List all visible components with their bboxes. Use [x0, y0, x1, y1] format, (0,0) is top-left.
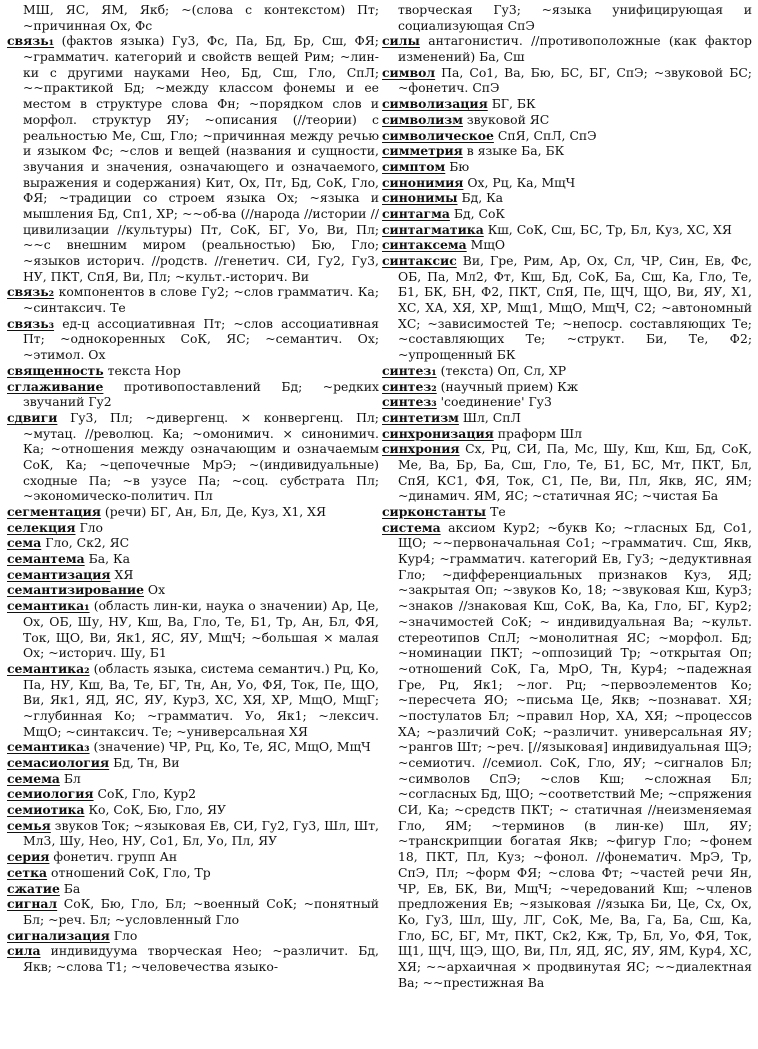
- entry-references: в языке Ба, БК: [466, 143, 565, 159]
- entry-references: (область лин-ки, наука о значении) Ар, Це, Ох, ОБ, Шу, НУ, Кш, Ва, Гло, Те, Б1, Тр, Ан, Бл, ФЯ, Ток, ЩО, Ви, Як1, ЯС, ЯУ, МщЧ; ~большая × малая Ох; ~историч. Шу, Б1: [23, 598, 379, 661]
- entry-references: (речи) БГ, Ан, Бл, Де, Куз, Х1, ХЯ: [104, 504, 326, 519]
- headword: синтаксис: [382, 253, 457, 268]
- index-entry: [382, 410, 752, 426]
- headword: связь₁: [7, 33, 55, 49]
- index-entry: [7, 504, 379, 520]
- index-entry: [7, 598, 379, 661]
- entry-references: текста Нор: [107, 362, 181, 378]
- headword: сигнал: [7, 896, 58, 912]
- entry-references: (текста) Оп, Сл, ХР: [440, 362, 567, 378]
- entry-references: Гло: [79, 519, 103, 535]
- entry-references: Бд, Ка: [461, 190, 504, 206]
- headword: синтез₃: [382, 394, 437, 410]
- headword: симптом: [382, 158, 446, 174]
- entry-references: СоК, Бю, Гло, Бл; ~военный СоК; ~понятный Бл; ~реч. Бл; ~условленный Гло: [23, 896, 379, 927]
- index-entry: [7, 881, 379, 897]
- index-entry: [382, 237, 752, 253]
- headword: силы: [382, 33, 420, 49]
- headword: синтагма: [382, 205, 450, 221]
- entry-references: (фактов языка) Гу3, Фс, Па, Бд, Бр, Сш, ФЯ; ~грамматич. категорий и свойств вещей Рим; ~лин-ки с другими науками Нео, Бд, Сш, Гло, СпЛ; ~~практикой Бд; ~между классом фонемы и ее местом в структуре слова Фн; ~порядком слов и морфол. структур ЯУ; ~описания (//теории) с реальностью Ме, Сш, Гло; ~причинная между речью и языком Фс; ~слов и вещей (названия и сущности, звучания и значения, означающего и означаемого, выражения и содержания) Кит, Ох, Пт, Бд, СоК, Гло, ФЯ; ~традиции со строем языка Ох; ~языка и мышления Бд, Сп1, ХР; ~~об-ва (//народа //истории //цивилизации //культуры) Пт, СоК, БГ, Уо, Ви, Пл; ~~с внешним миром (реальностью) Бю, Гло; ~языков историч. //родств. //генетич. СИ, Гу2, Гу3, НУ, ПКТ, СпЯ, Ви, Пл; ~культ.-историч. Ви: [23, 33, 379, 284]
- entry-references: СпЯ, СпЛ, СпЭ: [497, 127, 597, 143]
- entry-references: Бл: [63, 770, 81, 786]
- index-entry: [7, 567, 379, 583]
- entry-references: Ко, СоК, Бю, Гло, ЯУ: [88, 802, 226, 818]
- index-entry: [382, 253, 752, 363]
- entry-references: Кш, СоК, Сш, БС, Тр, Бл, Куз, ХС, ХЯ: [487, 221, 732, 237]
- headword: семья: [7, 817, 51, 833]
- entry-references: компонентов в слове Гу2; ~слов грамматич. Ка; ~синтаксич. Те: [23, 284, 379, 316]
- entry-references: Бю: [449, 158, 470, 174]
- entry-references: Ба: [63, 880, 81, 896]
- entry-references: антагонистич. //противоположные (как фактор изменений) Ба, Сш: [398, 33, 752, 65]
- headword: сегментация: [7, 504, 101, 519]
- index-entry: [7, 755, 379, 771]
- entry-references: МШ, ЯС, ЯМ, Якб; ~(слова с контекстом) Пт; ~причинная Ох, Фс: [23, 2, 379, 33]
- index-entry: [382, 206, 752, 222]
- headword: семантизирование: [7, 582, 144, 598]
- entry-references: Ох, Рц, Ка, МщЧ: [467, 174, 576, 190]
- index-entry: [382, 143, 752, 159]
- index-entry: [7, 849, 379, 865]
- left-column: [7, 2, 379, 1047]
- index-entry: [382, 426, 752, 442]
- headword: синонимия: [382, 174, 464, 190]
- entry-references: Ви, Гре, Рим, Ар, Ох, Сл, ЧР, Син, Ев, Фс, ОБ, Па, Мл2, Фт, Кш, Бд, СоК, Ба, Сш, Ка, Гло, Те, Б1, БК, БН, Ф2, ПКТ, СпЯ, Пе, ЩЧ, ЩО, Ви, ЯУ, Х1, ХС, ХА, ХЯ, ХР, Мщ1, МщО, МщЧ, С2; ~автономный ХС; ~зависимостей Те; ~непоср. составляющих Те; ~составляющих Те; ~структ. Би, Те, Ф2; ~упрощенный БК: [398, 253, 752, 363]
- headword: симметрия: [382, 143, 463, 159]
- headword: сема: [7, 535, 42, 551]
- headword: символизм: [382, 111, 463, 127]
- index-entry: [382, 2, 752, 33]
- index-entry: [7, 928, 379, 944]
- index-entry: [382, 96, 752, 112]
- entry-references: (область языка, система семантич.) Рц, Ко, Па, НУ, Кш, Ва, Те, БГ, Тн, Ан, Уо, ФЯ, Ток, Пе, ЩО, Ви, Як1, ЯД, ЯС, ЯУ, Кур3, ХС, ХЯ, ХР, МщО, МщГ; ~глубинная Ко; ~грамматич. Уо, Як1; ~лексич. МщО; ~синтаксич. Те; ~универсальная ХЯ: [23, 660, 379, 739]
- headword: серия: [7, 849, 50, 865]
- headword: селекция: [7, 519, 76, 535]
- headword: синтетизм: [382, 409, 459, 425]
- index-entry: [7, 818, 379, 849]
- index-entry: [382, 520, 752, 991]
- headword: сглаживание: [7, 378, 104, 394]
- index-entry: [382, 33, 752, 64]
- index-entry: [7, 802, 379, 818]
- entry-references: Гу3, Пл; ~дивергенц. × конвергенц. Пл; ~мутац. //революц. Ка; ~омонимич. × синонимич. Ка; ~отношения между означающим и означаемым СоК, Ка; ~цепочечные МрЭ; ~(индивидуальные) сходные Па; ~в узусе Па; ~соц. субстрата Пл; ~экономическо-политич. Пл: [23, 409, 379, 504]
- headword: символическое: [382, 127, 494, 143]
- index-entry: [382, 394, 752, 410]
- entry-references: праформ Шл: [497, 425, 583, 441]
- headword: синхронизация: [382, 425, 494, 441]
- entry-references: 'соединение' Гу3: [440, 394, 552, 410]
- headword: сдвиги: [7, 409, 58, 425]
- index-entry: [382, 222, 752, 238]
- headword: синонимы: [382, 190, 458, 206]
- entry-references: Ба, Ка: [88, 551, 130, 567]
- entry-references: Бд, Тн, Ви: [113, 755, 180, 770]
- headword: семиология: [7, 786, 94, 802]
- index-entry: [382, 112, 752, 128]
- headword: связь₂: [7, 284, 55, 300]
- index-entry: [7, 316, 379, 363]
- index-entry: [7, 2, 379, 33]
- entry-references: ед-ц ассоциативная Пт; ~слов ассоциативная Пт; ~однокоренных СоК, ЯС; ~семантич. Ох; ~этимол. Ох: [23, 315, 379, 363]
- entry-references: СоК, Гло, Кур2: [97, 786, 197, 802]
- headword: сетка: [7, 864, 48, 880]
- index-entry: [382, 363, 752, 379]
- index-entry: [7, 739, 379, 755]
- index-entry: [7, 551, 379, 567]
- headword: семантика₂: [7, 660, 90, 676]
- headword: синтагматика: [382, 221, 484, 237]
- headword: семема: [7, 770, 60, 786]
- entry-references: Гло: [113, 927, 138, 943]
- index-entry: [382, 379, 752, 395]
- index-entry: [7, 379, 379, 410]
- headword: связь₃: [7, 315, 55, 331]
- headword: сирконстанты: [382, 504, 487, 519]
- entry-references: Ох: [147, 582, 166, 598]
- entry-references: звуков Ток; ~языковая Ев, СИ, Гу2, Гу3, Шл, Шт, Мл3, Шу, Нео, НУ, Со1, Бл, Уо, Пл, ЯУ: [23, 817, 379, 849]
- entry-references: (значение) ЧР, Рц, Ко, Те, ЯС, МщО, МщЧ: [93, 739, 371, 755]
- entry-references: (научный прием) Кж: [440, 378, 579, 394]
- headword: семантема: [7, 551, 85, 567]
- index-entry: [382, 159, 752, 175]
- index-entry: [7, 535, 379, 551]
- entry-references: Па, Со1, Ва, Бю, БС, БГ, СпЭ; ~звуковой БС; ~фонетич. СпЭ: [398, 64, 752, 96]
- headword: семантика₃: [7, 739, 90, 755]
- index-entry: [7, 896, 379, 927]
- index-entry: [382, 128, 752, 144]
- index-entry: [382, 504, 752, 520]
- headword: семантика₁: [7, 598, 90, 614]
- entry-references: ХЯ: [114, 566, 134, 582]
- index-entry: [7, 943, 379, 974]
- headword: синтез₁: [382, 362, 437, 378]
- index-entry: [7, 520, 379, 536]
- entry-references: МщО: [470, 237, 506, 253]
- headword: сила: [7, 943, 41, 959]
- headword: символизация: [382, 96, 488, 112]
- headword: синтез₂: [382, 378, 437, 394]
- right-column: [382, 2, 752, 1047]
- entry-references: творческая Гу3; ~языка унифицирующая и социализующая СпЭ: [398, 2, 752, 33]
- entry-references: фонетич. групп Ан: [53, 849, 178, 865]
- entry-references: Бд, СоК: [453, 205, 506, 221]
- index-entry: [7, 410, 379, 504]
- entry-references: аксиом Кур2; ~букв Ко; ~гласных Бд, Со1, ЩО; ~~первоначальная Со1; ~грамматич. Сш, Якв, Кур4; ~грамматич. категорий Ев, Гу3; ~дедуктивная Гло; ~дифференциальных признаков Куз, ЯД; ~закрытая Оп; ~звуков Ко, 18; ~звуковая Кш, Кур3; ~знаков //знаковая Кш, СоК, Ва, Ка, Гло, БГ, Кур2; ~значимостей СоК; ~ индивидуальная Ва; ~культ. стереотипов СпЛ; ~монолитная ЯС; ~морфол. Бд; ~номинации ПКТ; ~оппозиций Тр; ~открытая Оп; ~отношений СоК, Га, МрО, Тн, Кур4; ~падежная Гре, Рц, Як1; ~лог. Рц; ~первоэлементов Ко; ~пересчета ЯО; ~письма Це, Якв; ~познават. ХЯ; ~постулатов Бл; ~правил Нор, ХА, ХЯ; ~процессов ХА; ~различий СоК; ~различит. универсальная ЯУ; ~рангов Шт; ~реч. [//языковая] индивидуальная ЩЭ; ~семиотич. //семиол. СоК, Гло, ЯУ; ~сигналов Бл; ~символов СпЭ; ~слов Кш; ~сложная Бл; ~согласных Бд, ЩО; ~соответствий Ме; ~спряжения СИ, Ка; ~средств ПКТ; ~ статичная //неизменяемая Гло, ЯМ; ~терминов (в лин-ке) Шл, ЯУ; ~транскрипции богатая Якв; ~фигур Гло; ~фонем 18, ПКТ, Пл, Куз; ~фонол. //фонематич. МрЭ, Тр, СпЭ, Пл; ~форм ФЯ; ~слова Фт; ~частей речи Ян, ЧР, Ев, БК, Ви, МщЧ; ~чередований Кш; ~членов предложения Ев; ~языковая //языка Би, Це, Сх, Ох, Ко, Гу3, Шл, Шу, ЛГ, СоК, Ме, Ва, Га, Ба, Сш, Ка, Гло, БС, БГ, Мт, ПКТ, Ск2, Кж, Тр, Бл, Уо, ФЯ, Ток, Щ1, ЩЧ, ЩЭ, ЩО, Ви, Пл, ЯД, ЯС, ЯУ, ЯМ, Кур4, ХС, ХЯ; ~~архаичная × продвинутая ЯС; ~~диалектная Ва; ~~престижная Ва: [398, 519, 752, 990]
- index-entry: [382, 441, 752, 504]
- index-entry: [382, 65, 752, 96]
- index-entry: [382, 190, 752, 206]
- headword: синхрония: [382, 441, 460, 457]
- entry-references: Шл, СпЛ: [462, 409, 521, 425]
- entry-references: противопоставлений Бд; ~редких звучаний Гу2: [23, 378, 379, 410]
- headword: священность: [7, 362, 104, 378]
- headword: система: [382, 519, 441, 535]
- entry-references: Гло, Ск2, ЯС: [45, 535, 130, 551]
- entry-references: отношений СоК, Гло, Тр: [51, 864, 211, 880]
- index-entry: [7, 363, 379, 379]
- headword: сигнализация: [7, 927, 110, 943]
- entry-references: Те: [490, 504, 506, 519]
- index-entry: [7, 284, 379, 315]
- index-entry: [7, 771, 379, 787]
- headword: семасиология: [7, 755, 110, 770]
- entry-references: индивидуума творческая Нео; ~различит. Бд, Якв; ~слова Т1; ~человечества языко-: [23, 943, 379, 974]
- entry-references: Сх, Рц, СИ, Па, Мс, Шу, Кш, Кш, Бд, СоК, Ме, Ва, Бр, Ба, Сш, Гло, Те, Б1, БС, Мт, ПКТ, Бл, СпЯ, КС1, ФЯ, Ток, С1, Пе, Ви, Пл, Якв, ЯС, ЯМ; ~динамич. ЯМ, ЯС; ~статичная ЯС; ~чистая Ба: [398, 441, 752, 504]
- index-entry: [7, 786, 379, 802]
- headword: семантизация: [7, 566, 111, 582]
- index-entry: [7, 582, 379, 598]
- headword: синтаксема: [382, 237, 467, 253]
- headword: символ: [382, 64, 436, 80]
- headword: сжатие: [7, 880, 60, 896]
- entry-references: звуковой ЯС: [466, 111, 550, 127]
- index-entry: [7, 33, 379, 284]
- entry-references: БГ, БК: [491, 96, 536, 112]
- headword: семиотика: [7, 802, 85, 818]
- index-entry: [7, 661, 379, 739]
- index-entry: [7, 865, 379, 881]
- index-entry: [382, 175, 752, 191]
